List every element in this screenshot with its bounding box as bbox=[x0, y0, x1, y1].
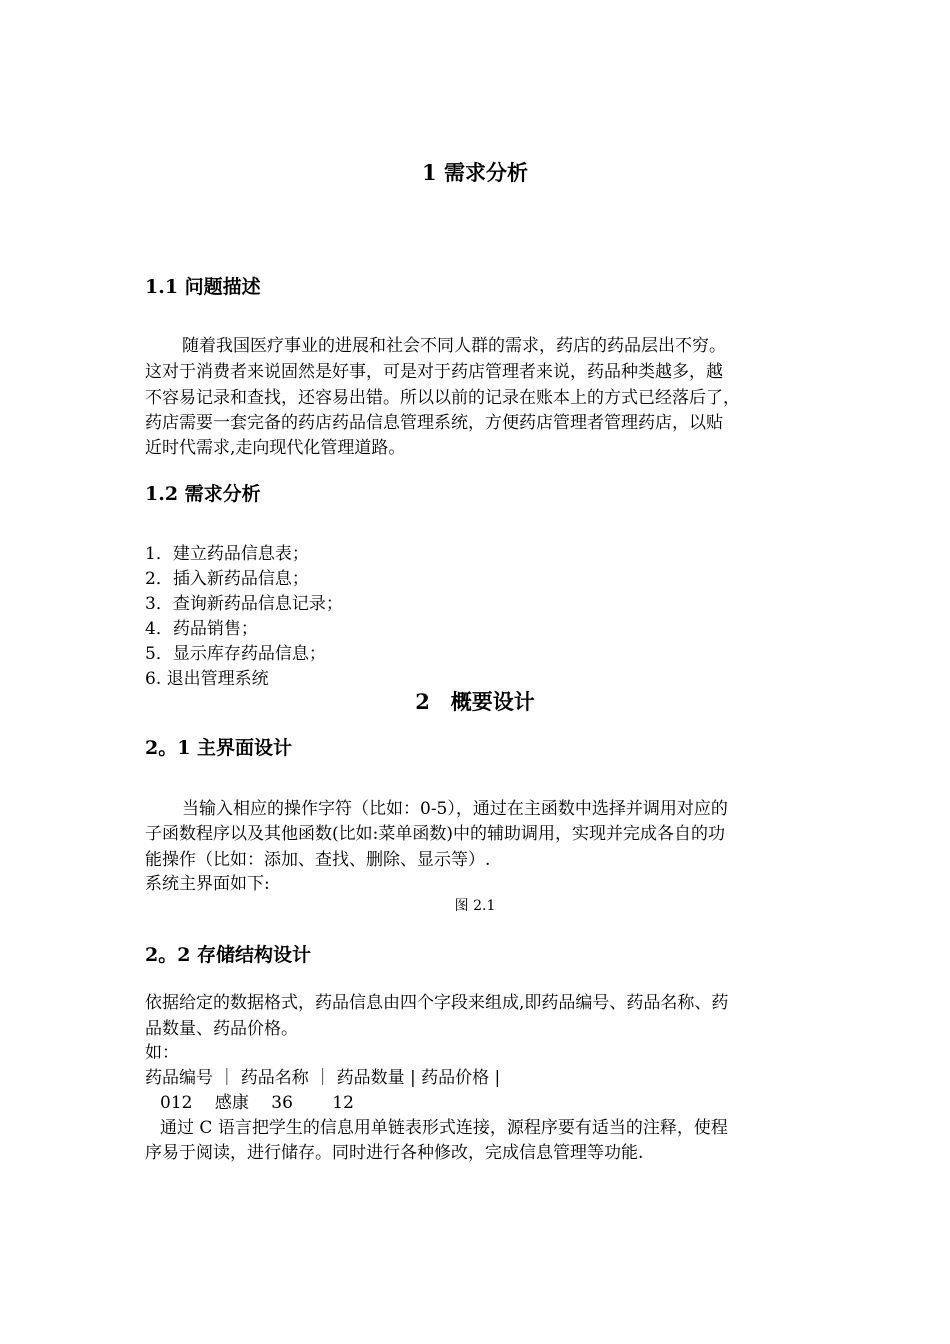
section-heading-2-2: 2。2 存储结构设计 bbox=[145, 944, 312, 966]
paragraph-line: 当输入相应的操作字符（比如：0-5），通过在主函数中选择并调用对应的 bbox=[182, 799, 728, 819]
table-row-line: 012 感康 36 12 bbox=[160, 1093, 354, 1113]
paragraph-line: 这对于消费者来说固然是好事，可是对于药店管理者来说，药品种类越多，越 bbox=[145, 362, 723, 382]
figure-caption: 图 2.1 bbox=[454, 898, 496, 914]
chapter-title-1: 1 需求分析 bbox=[422, 160, 528, 185]
table-header-line: 药品编号 ｜ 药品名称 ｜ 药品数量 | 药品价格 | bbox=[145, 1068, 501, 1088]
list-item: 2．插入新药品信息； bbox=[145, 569, 309, 589]
paragraph-line: 品数量、药品价格。 bbox=[145, 1019, 298, 1039]
list-item: 5．显示库存药品信息； bbox=[145, 644, 326, 664]
paragraph-line: 子函数程序以及其他函数(比如:菜单函数)中的辅助调用，实现并完成各自的功 bbox=[145, 824, 725, 844]
list-item: 3．查询新药品信息记录； bbox=[145, 594, 343, 614]
paragraph-line: 药店需要一套完备的药店药品信息管理系统，方便药店管理者管理药店，以贴 bbox=[145, 413, 723, 433]
section-heading-1-2: 1.2 需求分析 bbox=[145, 483, 261, 505]
paragraph-line: 随着我国医疗事业的进展和社会不同人群的需求，药店的药品层出不穷。 bbox=[182, 336, 726, 356]
paragraph-line: 如： bbox=[145, 1043, 179, 1063]
paragraph-line: 通过 C 语言把学生的信息用单链表形式连接，源程序要有适当的注释，使程 bbox=[160, 1118, 728, 1138]
list-item: 1．建立药品信息表； bbox=[145, 544, 309, 564]
section-heading-1-1: 1.1 问题描述 bbox=[145, 276, 261, 298]
list-item: 6. 退出管理系统 bbox=[145, 669, 269, 689]
paragraph-line: 能操作（比如：添加、查找、删除、显示等）. bbox=[145, 850, 491, 870]
section-heading-2-1: 2。1 主界面设计 bbox=[145, 737, 293, 759]
chapter-title-2: 2 概要设计 bbox=[415, 689, 535, 714]
paragraph-line: 序易于阅读，进行储存。同时进行各种修改，完成信息管理等功能. bbox=[145, 1143, 644, 1163]
paragraph-line: 系统主界面如下: bbox=[145, 874, 270, 894]
paragraph-line: 近时代需求,走向现代化管理道路。 bbox=[145, 438, 406, 458]
paragraph-line: 不容易记录和查找，还容易出错。所以以前的记录在账本上的方式已经落后了， bbox=[145, 388, 740, 408]
list-item: 4．药品销售； bbox=[145, 619, 258, 639]
paragraph-line: 依据给定的数据格式，药品信息由四个字段来组成,即药品编号、药品名称、药 bbox=[145, 993, 729, 1013]
